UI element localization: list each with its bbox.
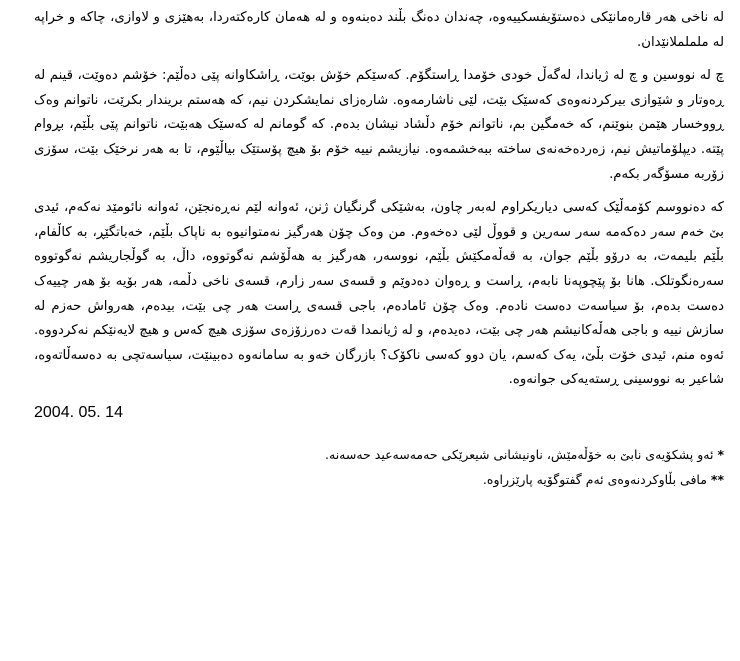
footnote-2 xyxy=(34,469,724,491)
article-date: 2004. 05. 14 xyxy=(34,403,123,421)
footnote-1-text: ئەو پشکۆیەی نابێ بە خۆڵەمێش، ناونیشانی شیعرێکی حەمەسەعید حەسەنە. xyxy=(325,446,714,462)
paragraph-writing: کە دەنووسم کۆمەڵێک کەسی دیاریکراوم لەبەر چاون، بەشێکی گرنگیان ژنن، ئەوانە لێم نەڕەنجێن، ئەوانە نائومێد نەکەم، ئیدی بێ خەم سەر دەکەمە سەر سەرین و قووڵ لێی دەخەوم. من وەک چۆن هەرگیز نەمتوانیوە بە ناپاک بڵێم، خەباتگێڕ، بە کاڵفام، بڵێم بلیمەت، بە درۆو بڵێم جوان، بە قەڵەمکێش بڵێم، نووسەر، هەرگیز بە هەڵۆشم نەگوتووە، داڵ، بە گوڵجاریشم نەگوتووە سەرەنگوتلک. هانا بۆ پێچوپەنا نابەم، ڕاست و ڕەوان دەدوێم و قسەی سەر زارم، قسەی ناخی دڵمە، هەر بۆیە بۆ هەر چییەک دەست بدەم، بۆ سیاسەت دەست نادەم. وەک چۆن ئامادەم، باجی قسەی ڕاست هەر چی بێت، بیدەم، هەرواش حەزم لە سازش نییە و باجی هەڵەکانیشم هەر چی بێت، دەیدەم، و لە ژیانمدا قەت دەرزۆزەی سۆزی هیچ کەس و هیچ لایەنێکم نەکردووە. ئەوە منم، ئیدی خۆت بڵێ، یەک کەسم، یان دوو کەسی ناکۆک؟ بازرگان خەو بە سامانەوە دەبینێت، سیاسەتچی بە دەسەڵاتەوە، شاعیر بە نووسینی ڕستەیەکی جوانەوە. xyxy=(34,200,724,388)
footnote-1-mark: * xyxy=(717,446,724,462)
footnote-2-mark: ** xyxy=(710,471,724,487)
footnote-1 xyxy=(34,444,724,466)
article-page xyxy=(34,6,724,494)
paragraph-honesty: چ لە نووسین و چ لە ژیاندا، لەگەڵ خودی خۆمدا ڕاستگۆم. کەسێکم خۆش بوێت، ڕاشکاوانە پێی دەڵێم: خۆشم دەوێت، قینم لە ڕەوتار و شێوازی بیرکردنەوەی کەسێک بێت، لێی ناشارمەوە. شارەزای نمایشکردن نیم، کە هەستم بریندار بکرێت، ناتوانم وەک ڕووخسار هێمن بنوێنم، کە خەمگین بم، ناتوانم خۆم دڵشاد نیشان بدەم. کە گومانم لە کەسێک هەبێت، ناتوانم پێی بڵێم، بڕوام پێتە. دیپلۆماتیش نیم، زەردەخەنەی ساختە ببەخشمەوە. نیازیشم نییە خۆم بۆ هیچ پۆستێک بیاڵێوم، تا بە هەر نرخێک بێت، سۆزی زۆربە مسۆگەر بکەم. xyxy=(34,68,724,182)
footnote-2-text: مافی بڵاوکردنەوەی ئەم گفتوگۆیە پارێزراوە. xyxy=(482,471,707,487)
paragraph-intro: له ناخی هەر قارەمانێکی دەستۆیفسکییەوە، چەندان دەنگ بڵند دەبنەوە و له هەمان کارەکتەردا، بەهێزی و لاوازی، چاکە و خراپە لە ملململانێدان. xyxy=(34,10,724,50)
